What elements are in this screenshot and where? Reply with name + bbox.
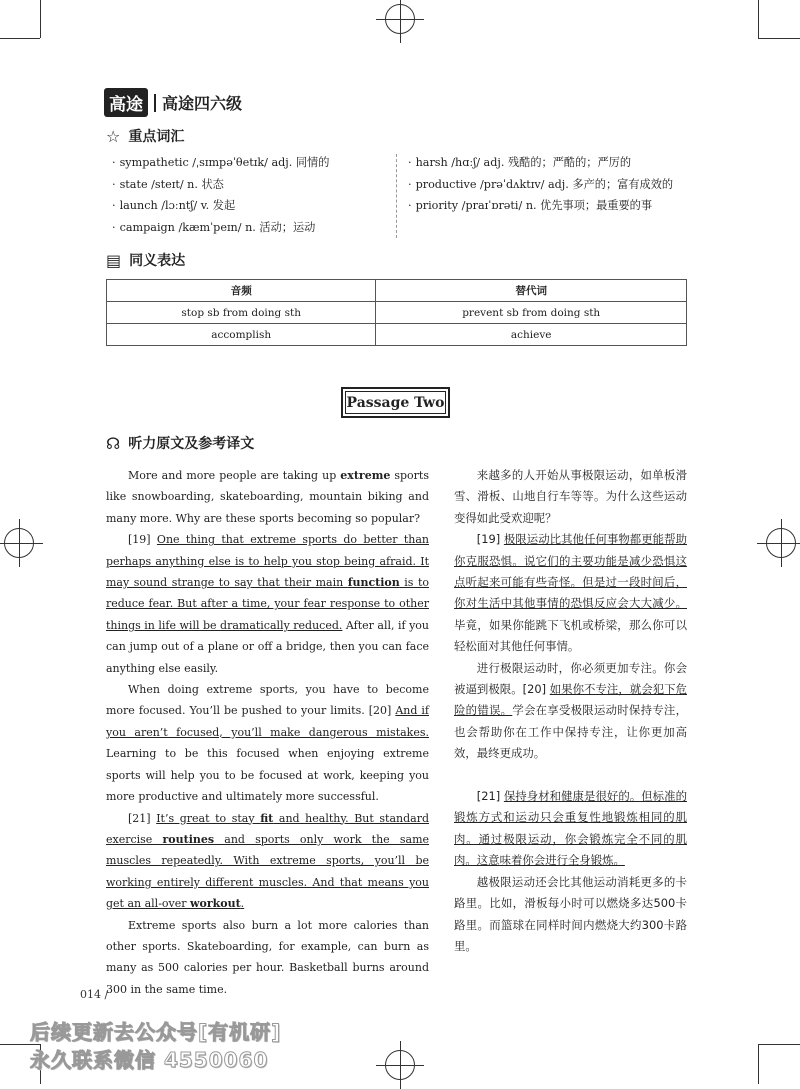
- page-number: 014 /: [80, 988, 109, 1001]
- table-header-row: [107, 280, 687, 302]
- text-segment: 如果你不专注，就会犯下危险的错误。: [454, 682, 687, 718]
- crop-mark: [758, 1044, 759, 1084]
- brand-logo: 高途: [104, 88, 148, 117]
- vocab-item: · campaign /kæmˈpeɪn/ n. 活动；运动: [112, 220, 316, 234]
- brand-name: 高途四六级: [162, 94, 243, 113]
- vocab-item: · launch /lɔːntʃ/ v. 发起: [112, 199, 236, 213]
- registration-mark-icon: [4, 528, 34, 558]
- synonyms-heading: [106, 250, 185, 270]
- vocab-heading: [106, 126, 184, 146]
- crop-mark: [758, 38, 800, 39]
- passage-heading-text: 听力原文及参考译文: [128, 436, 255, 452]
- table-row: [107, 302, 687, 324]
- text-segment: routines: [162, 832, 215, 846]
- text-segment: is to reduce fear. But after a time, your fear response to other things in life will be dramatically reduced.: [106, 576, 430, 632]
- text-segment: When doing extreme sports, you have to become more focused. You’ll be pushed to your limits. [20]: [106, 683, 429, 718]
- text-segment: More and more people are taking up: [128, 469, 341, 482]
- paragraph: [454, 658, 687, 765]
- headphones-icon: ☊: [106, 433, 121, 453]
- text-segment: 极限运动比其他任何事物都更能帮助你克服恐惧。说它们的主要功能是减少恐惧这点听起来可能有些奇怪。但是过一段时间后，你对生活中其他事情的恐惧反应会大大减少。: [454, 532, 687, 611]
- text-segment: and healthy. But standard exercise: [106, 811, 430, 846]
- table-cell: accomplish: [107, 324, 376, 346]
- text-segment: 学会在享受极限运动时保持专注，也会帮助你在工作中保持专注，让你更加高效，最终更成功。: [454, 703, 687, 761]
- english-transcript: [106, 465, 429, 1000]
- vocab-item-text: state /steɪt/ n. 状态: [119, 177, 224, 191]
- text-segment: After all, if you can jump out of a plane or off a bridge, then you can face anything else easily.: [106, 618, 429, 675]
- synonyms-table: [106, 279, 687, 346]
- text-segment: [19]: [128, 533, 157, 547]
- paragraph: [106, 915, 429, 1001]
- text-segment: sports like snowboarding, skateboarding, mountain biking and many more. Why are these sports becoming so popular?: [106, 469, 429, 525]
- passage-title-text: Passage Two: [346, 394, 445, 411]
- vocab-item: · state /steɪt/ n. 状态: [112, 177, 224, 191]
- vocab-item: · priority /praɪˈɒrəti/ n. 优先事项；最重要的事: [408, 199, 653, 213]
- text-segment: 毕竟，如果你能跳下飞机或桥梁，那么你可以轻松面对其他任何事情。: [454, 617, 687, 654]
- table-row: [107, 324, 687, 346]
- watermark-line: 永久联系微信 4550060: [30, 1048, 269, 1072]
- text-segment: 保持身材和健康是很好的。但标准的锻炼方式和运动只会重复性地锻炼相同的肌肉。通过极限运动，你会锻炼完全不同的肌肉。这意味着你会进行全身锻炼。: [454, 789, 687, 868]
- vocab-item-text: harsh /hɑːʃ/ adj. 残酷的；严酷的；严厉的: [415, 156, 632, 169]
- text-segment: and sports only work the same muscles repeatedly. With extreme sports, you’ll be working entirely different muscles. And that means you get an all-over: [106, 832, 430, 911]
- text-segment: 来越多的人开始从事极限运动，如单板滑雪、滑板、山地自行车等等。为什么这些运动变得如此受欢迎呢？: [454, 468, 687, 525]
- vocab-column-right: [408, 152, 708, 217]
- vocab-item-text: priority /praɪˈɒrəti/ n. 优先事项；最重要的事: [415, 199, 653, 213]
- paragraph: [454, 529, 687, 657]
- text-segment: It’s great to stay: [156, 811, 261, 825]
- vocab-divider: [396, 154, 397, 238]
- table-cell: achieve: [376, 324, 687, 346]
- text-segment: Learning to be this focused when enjoying extreme sports will help you to be focused at work, keeping you more productive and ultimately more successful.: [106, 747, 429, 804]
- vocab-column-left: [112, 152, 392, 238]
- text-segment: function: [347, 576, 400, 590]
- column-header: 替代词: [376, 280, 687, 302]
- vocab-item: · sympathetic /ˌsɪmpəˈθetɪk/ adj. 同情的: [112, 156, 330, 169]
- passage-title: [341, 387, 450, 418]
- table-cell: stop sb from doing sth: [107, 302, 376, 324]
- text-segment: One thing that extreme sports do better than perhaps anything else is to help you stop being afraid. It may sound strange to say that their main: [106, 533, 429, 590]
- vocab-item-text: productive /prəˈdʌktɪv/ adj. 多产的；富有成效的: [415, 177, 674, 191]
- crop-mark: [40, 0, 41, 38]
- star-outline-icon: ☆: [106, 126, 121, 146]
- text-segment: fit: [260, 811, 274, 825]
- brand-divider: [154, 94, 156, 112]
- text-segment: .: [240, 897, 245, 911]
- paragraph: [106, 465, 429, 529]
- passage-heading: [106, 433, 254, 453]
- notebook-icon: ▤: [106, 250, 122, 270]
- crop-mark: [758, 0, 759, 38]
- text-segment: 进行极限运动时，你必须更加专注。你会被逼到极限。[20]: [454, 660, 687, 697]
- chinese-translation: [454, 465, 687, 957]
- text-segment: workout: [190, 897, 241, 911]
- table-cell: prevent sb from doing sth: [376, 302, 687, 324]
- vocab-item: · harsh /hɑːʃ/ adj. 残酷的；严酷的；严厉的: [408, 156, 632, 169]
- text-segment: [21]: [476, 789, 504, 804]
- paragraph: [106, 679, 429, 807]
- column-header: 音频: [107, 280, 376, 302]
- paragraph: [106, 808, 429, 915]
- text-segment: 越极限运动还会比其他运动消耗更多的卡路里。比如，滑板每小时可以燃烧多达500卡路里。而篮球在同样时间内燃烧大约300卡路里。: [454, 874, 687, 953]
- text-segment: And if you aren’t focused, you’ll make dangerous mistakes.: [106, 704, 430, 739]
- vocab-list: [112, 152, 692, 238]
- paragraph: [454, 465, 687, 529]
- crop-mark: [0, 38, 40, 39]
- vocab-item-text: campaign /kæmˈpeɪn/ n. 活动；运动: [119, 220, 316, 234]
- vocab-item: · productive /prəˈdʌktɪv/ adj. 多产的；富有成效的: [408, 177, 674, 191]
- text-segment: [19]: [476, 532, 504, 547]
- paragraph: [454, 786, 687, 872]
- registration-mark-icon: [385, 4, 415, 34]
- registration-mark-icon: [766, 528, 796, 558]
- brand-header: [104, 88, 242, 117]
- watermark-line: 后续更新去公众号[有机研]: [30, 1020, 282, 1044]
- text-segment: Extreme sports also burn a lot more calories than other sports. Skateboarding, for example, can burn as many as 500 calories per hour. Basketball burns around 300 in the same time.: [106, 918, 429, 996]
- vocab-heading-text: 重点词汇: [128, 129, 185, 145]
- text-segment: [21]: [128, 811, 157, 825]
- paragraph: [106, 529, 429, 679]
- vocab-item-text: launch /lɔːntʃ/ v. 发起: [119, 199, 236, 213]
- synonyms-heading-text: 同义表达: [129, 253, 186, 269]
- paragraph: [454, 872, 687, 958]
- registration-mark-icon: [385, 1050, 415, 1080]
- text-segment: extreme: [340, 469, 391, 482]
- crop-mark: [758, 1044, 800, 1045]
- vocab-item-text: sympathetic /ˌsɪmpəˈθetɪk/ adj. 同情的: [119, 156, 330, 169]
